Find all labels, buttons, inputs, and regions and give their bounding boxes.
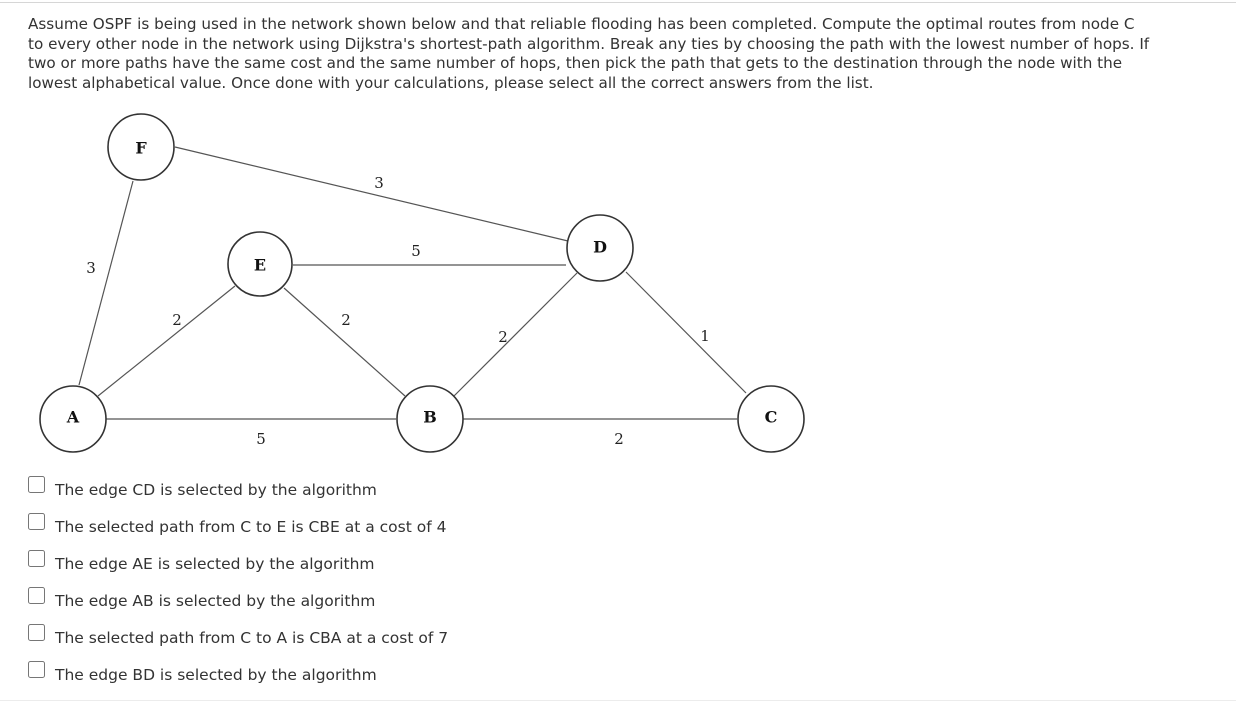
weight-e-d: 5 xyxy=(411,242,421,260)
node-b xyxy=(397,386,463,452)
weight-a-e: 2 xyxy=(172,311,182,329)
top-divider xyxy=(0,2,1236,3)
answer-checkbox[interactable] xyxy=(28,476,45,493)
answer-label: The edge CD is selected by the algorithm xyxy=(55,481,377,499)
edge-f-d xyxy=(175,147,568,241)
answer-label: The selected path from C to E is CBE at a cost of 4 xyxy=(55,518,447,536)
question-line: two or more paths have the same cost and the same number of hops, then pick the path that gets to the destination through the node with the xyxy=(28,54,1123,72)
question-text xyxy=(28,15,1188,93)
node-e-label: E xyxy=(253,255,267,275)
edge-f-a xyxy=(79,181,133,385)
node-a xyxy=(40,386,106,452)
node-c xyxy=(738,386,804,452)
weight-f-d: 3 xyxy=(374,174,384,192)
node-b-label: B xyxy=(423,407,437,427)
question-line: lowest alphabetical value. Once done with your calculations, please select all the correct answers from the list. xyxy=(28,73,874,92)
answer-checkbox[interactable] xyxy=(28,624,45,641)
answer-label: The selected path from C to A is CBA at a cost of 7 xyxy=(55,629,449,647)
edge-a-e xyxy=(98,286,235,396)
edge-b-d xyxy=(454,273,577,396)
node-d xyxy=(567,215,633,281)
node-a-label: A xyxy=(66,407,80,427)
node-e xyxy=(228,232,292,296)
edge-e-b xyxy=(284,288,405,396)
node-f-label: F xyxy=(135,138,147,158)
weight-b-c: 2 xyxy=(614,430,624,448)
answer-checkbox[interactable] xyxy=(28,550,45,567)
node-f xyxy=(108,114,174,180)
network-graph xyxy=(0,100,900,470)
node-c-label: C xyxy=(764,407,778,427)
answer-checkbox[interactable] xyxy=(28,661,45,678)
bottom-divider xyxy=(0,700,1236,701)
answer-label: The edge AE is selected by the algorithm xyxy=(55,555,375,573)
weight-a-b: 5 xyxy=(256,430,266,448)
question-line: Assume OSPF is being used in the network shown below and that reliable flooding has been completed. Compute the optimal routes from node C xyxy=(28,15,1135,33)
edge-d-c xyxy=(626,272,746,393)
weight-d-c: 1 xyxy=(700,327,710,345)
node-d-label: D xyxy=(593,237,607,257)
weight-e-b: 2 xyxy=(341,311,351,329)
answer-checkbox[interactable] xyxy=(28,513,45,530)
weight-b-d: 2 xyxy=(498,328,508,346)
answer-label: The edge BD is selected by the algorithm xyxy=(55,666,377,684)
answer-label: The edge AB is selected by the algorithm xyxy=(55,592,376,610)
question-line: to every other node in the network using Dijkstra's shortest-path algorithm. Break any ties by choosing the path with the lowest number of hops. If xyxy=(28,34,1150,53)
weight-f-a: 3 xyxy=(86,259,96,277)
answer-checkbox[interactable] xyxy=(28,587,45,604)
